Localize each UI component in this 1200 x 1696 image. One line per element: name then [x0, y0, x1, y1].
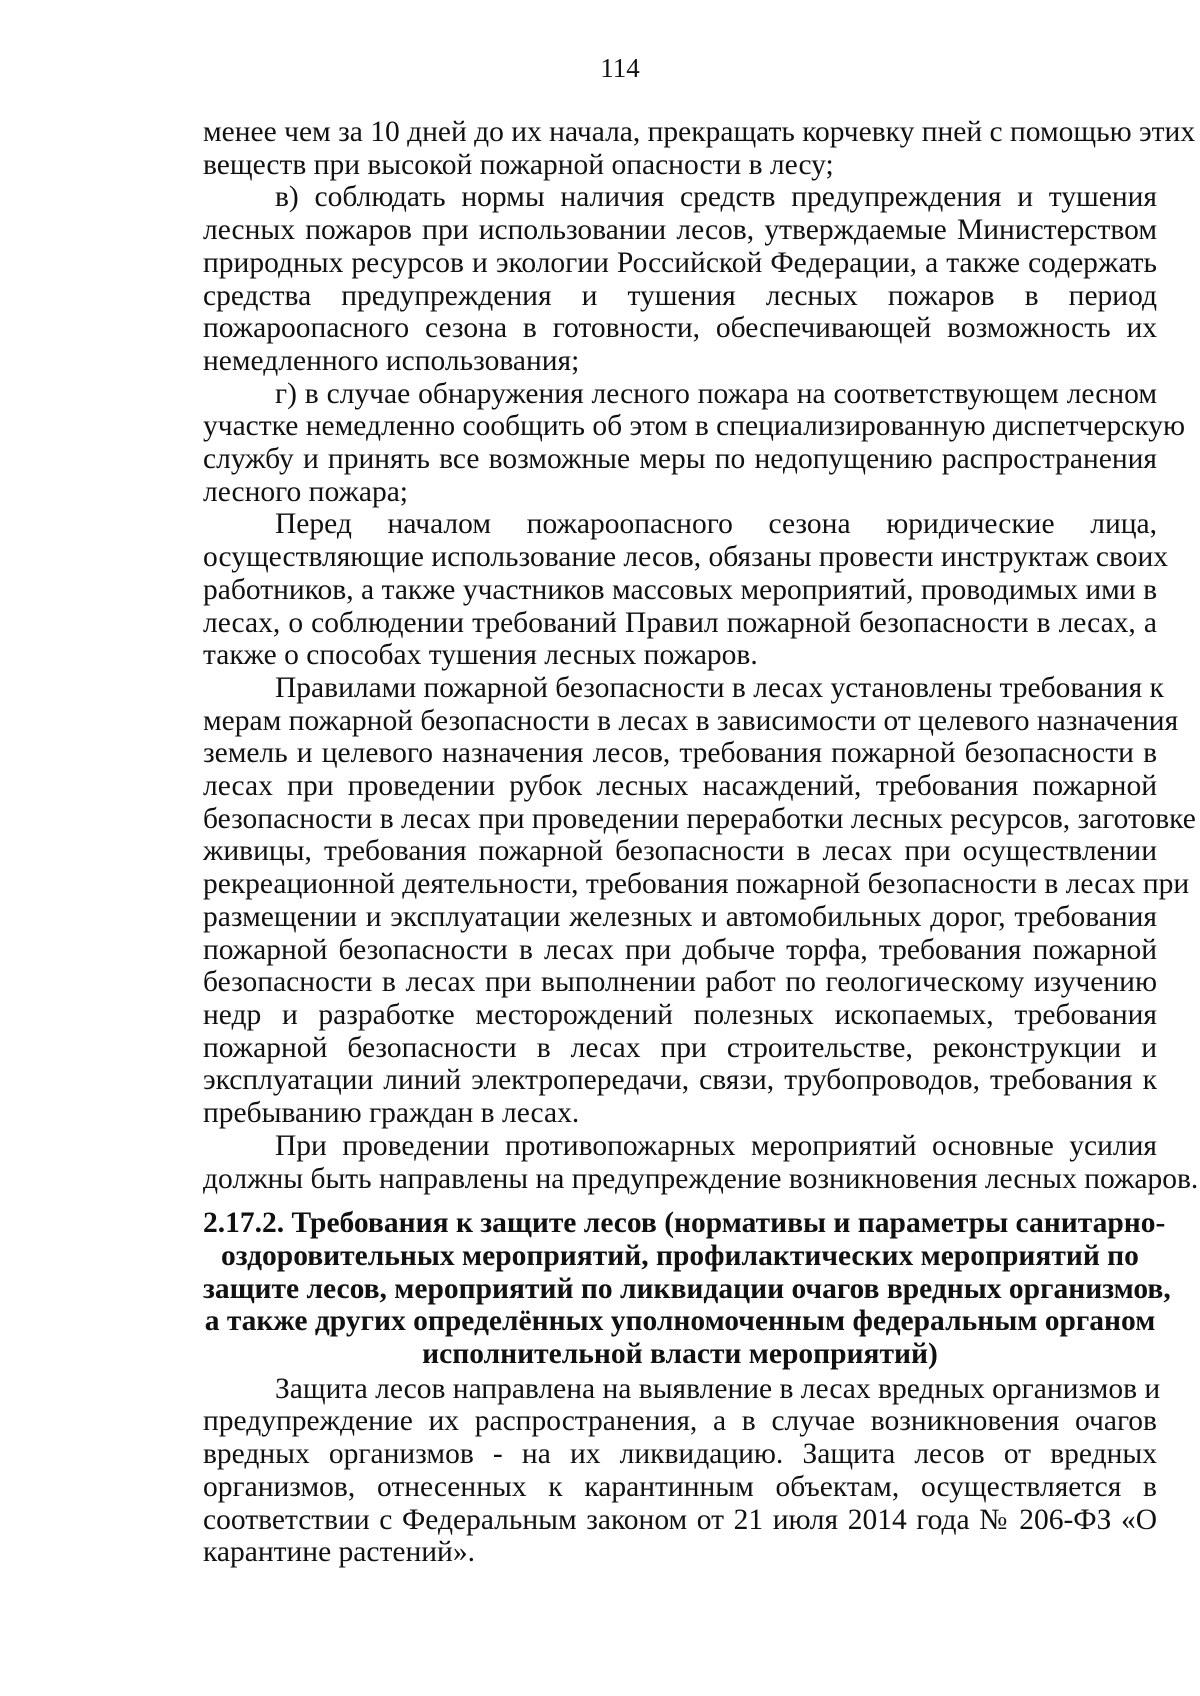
text-line: в) соблюдать нормы наличия средств предупреждения и тушения	[275, 181, 1157, 214]
document-body	[203, 116, 1199, 1569]
text-line: должны быть направлены на предупреждение возникновения лесных пожаров.	[203, 1162, 1199, 1195]
text-line: соответствии с Федеральным законом от 21 июля 2014 года № 206-ФЗ «О	[203, 1503, 1157, 1536]
text-line: Правилами пожарной безопасности в лесах установлены требования к	[275, 671, 1164, 704]
paragraph-6	[203, 1129, 1199, 1195]
text-line: рекреационной деятельности, требования пожарной безопасности в лесах при	[203, 868, 1190, 901]
text-line: пожароопасного сезона в готовности, обеспечивающей возможность их	[203, 312, 1157, 345]
text-line: организмов, отнесенных к карантинным объектам, осуществляется в	[203, 1470, 1157, 1503]
text-line: средства предупреждения и тушения лесных пожаров в период	[203, 279, 1157, 312]
text-line: пребыванию граждан в лесах.	[203, 1097, 580, 1130]
heading-line: защите лесов, мероприятий по ликвидации очагов вредных организмов,	[203, 1272, 1171, 1305]
page-number: 114	[600, 53, 640, 83]
text-line: живицы, требования пожарной безопасности в лесах при осуществлении	[203, 835, 1157, 868]
text-line: участке немедленно сообщить об этом в специализированную диспетчерскую	[203, 410, 1186, 443]
text-line: г) в случае обнаружения лесного пожара на соответствующем лесном	[275, 377, 1157, 410]
text-line: лесах при проведении рубок лесных насаждений, требования пожарной	[203, 770, 1157, 803]
text-line: природных ресурсов и экологии Российской Федерации, а также содержать	[203, 246, 1157, 279]
paragraph-5	[203, 671, 1196, 1130]
text-line: недр и разработке месторождений полезных ископаемых, требования	[203, 998, 1157, 1031]
paragraph-2	[203, 181, 1157, 377]
text-line: осуществляющие использование лесов, обязаны провести инструктаж своих	[203, 541, 1169, 574]
text-line: пожарной безопасности в лесах при добыче торфа, требования пожарной	[203, 933, 1157, 966]
text-line: службу и принять все возможные меры по недопущению распространения	[203, 443, 1157, 476]
heading-line: 2.17.2. Требования к защите лесов (нормативы и параметры санитарно-	[203, 1207, 1166, 1240]
text-line: При проведении противопожарных мероприятий основные усилия	[275, 1129, 1157, 1162]
text-line: предупреждение их распространения, а в случае возникновения очагов	[203, 1405, 1157, 1438]
text-line: Перед началом пожароопасного сезона юридические лица,	[275, 508, 1157, 541]
text-line: лесных пожаров при использовании лесов, утверждаемые Министерством	[203, 214, 1157, 247]
text-line: пожарной безопасности в лесах при строительстве, реконструкции и	[203, 1031, 1157, 1064]
text-line: безопасности в лесах при выполнении работ по геологическому изучению	[203, 966, 1157, 999]
text-line: размещении и эксплуатации железных и автомобильных дорог, требования	[203, 900, 1157, 933]
text-line: Защита лесов направлена на выявление в лесах вредных организмов и	[275, 1372, 1161, 1405]
text-line: также о способах тушения лесных пожаров.	[203, 639, 758, 672]
text-line: вредных организмов - на их ликвидацию. Защита лесов от вредных	[203, 1438, 1157, 1471]
text-line: земель и целевого назначения лесов, требования пожарной безопасности в	[203, 737, 1157, 770]
heading-line: исполнительной власти мероприятий)	[422, 1338, 938, 1371]
paragraph-4	[203, 508, 1169, 672]
text-line: лесах, о соблюдении требований Правил пожарной безопасности в лесах, а	[203, 606, 1157, 639]
paragraph-1	[203, 116, 1196, 181]
text-line: безопасности в лесах при проведении переработки лесных ресурсов, заготовке	[203, 802, 1196, 835]
paragraph-7	[203, 1372, 1161, 1569]
paragraph-3	[203, 377, 1186, 509]
text-line: менее чем за 10 дней до их начала, прекращать корчевку пней с помощью этих	[203, 116, 1196, 148]
section-heading	[203, 1207, 1171, 1371]
heading-line: оздоровительных мероприятий, профилактических мероприятий по	[221, 1239, 1139, 1272]
heading-line: а также других определённых уполномоченным федеральным органом	[204, 1305, 1156, 1338]
text-line: веществ при высокой пожарной опасности в лесу;	[203, 148, 834, 181]
text-line: мерам пожарной безопасности в лесах в зависимости от целевого назначения	[203, 704, 1179, 737]
text-line: немедленного использования;	[203, 344, 580, 377]
text-line: карантине растений».	[203, 1536, 475, 1569]
text-line: лесного пожара;	[203, 475, 408, 508]
text-line: работников, а также участников массовых мероприятий, проводимых ими в	[203, 573, 1157, 606]
text-line: эксплуатации линий электропередачи, связи, трубопроводов, требования к	[203, 1064, 1157, 1097]
